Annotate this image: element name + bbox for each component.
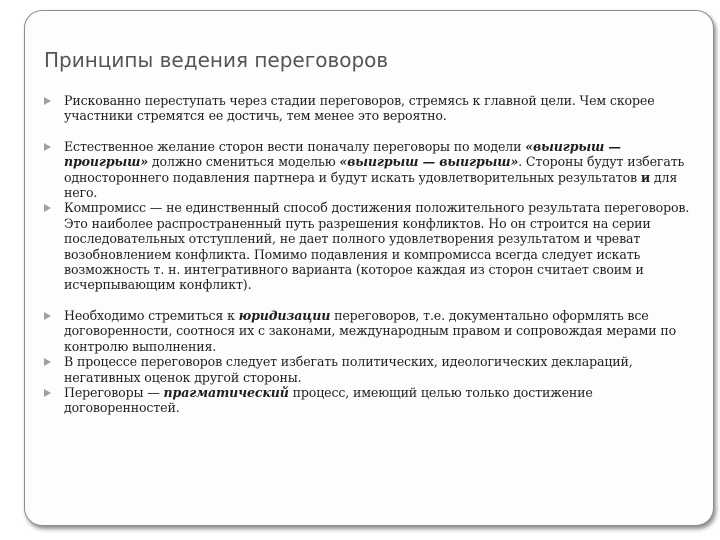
emphasis-text: и	[640, 169, 651, 185]
bullet-text: . Стороны будут избегать одностороннего подавления партнера и будут искать удовлетворительных результатов	[64, 154, 685, 185]
bullet-text: Необходимо стремиться к	[64, 307, 239, 323]
emphasis-text: юридизации	[238, 307, 331, 323]
triangle-bullet-icon	[44, 312, 51, 320]
bullet-text: процесс, имеющий целью только достижение договоренностей.	[64, 384, 593, 416]
triangle-bullet-icon	[44, 389, 51, 397]
bullet-item	[44, 200, 690, 292]
slide-title: Принципы ведения переговоров	[44, 48, 389, 72]
triangle-bullet-icon	[44, 204, 51, 212]
bullet-item	[44, 354, 690, 385]
triangle-bullet-icon	[44, 143, 51, 151]
bullet-text: В процессе переговоров следует избегать политических, идеологических деклараций, негативных оценок другой стороны.	[64, 354, 633, 385]
emphasis-text: прагматический	[163, 384, 289, 400]
bullet-text: для него.	[64, 169, 678, 201]
triangle-bullet-icon	[44, 358, 51, 366]
emphasis-text: «выигрыш — выигрыш»	[339, 154, 519, 170]
bullet-text: должно смениться моделью	[148, 154, 340, 170]
bullet-item	[44, 139, 690, 201]
bullet-list	[44, 93, 690, 416]
bullet-text: Компромисс — не единственный способ достижения положительного результата переговоров. Это наиболее распространенный путь разрешения конфликтов. Но он строится на серии последовательных отступлений, не дает полного удовлетворения результатом и чреват возобновлением конфликта. Помимо подавления и компромисса всегда следует искать возможность т. н. интегративного варианта (которое каждая из сторон считает своим и исчерпывающим конфликт).	[64, 200, 690, 293]
bullet-text: Рискованно переступать через стадии переговоров, стремясь к главной цели. Чем скорее участники стремятся ее достичь, тем менее это вероятно.	[64, 93, 655, 124]
bullet-item	[44, 308, 690, 354]
bullet-text: Переговоры —	[64, 384, 164, 400]
bullet-item	[44, 385, 690, 416]
bullet-item	[44, 93, 690, 124]
bullet-text: переговоров, т.е. документально оформлять все договоренности, соотнося их с законами, международным правом и сопровождая мерами по контролю выполнения.	[64, 307, 677, 354]
triangle-bullet-icon	[44, 97, 51, 105]
bullet-text: Естественное желание сторон вести поначалу переговоры по модели	[64, 138, 526, 154]
emphasis-text: «выигрыш — проигрыш»	[64, 138, 621, 170]
